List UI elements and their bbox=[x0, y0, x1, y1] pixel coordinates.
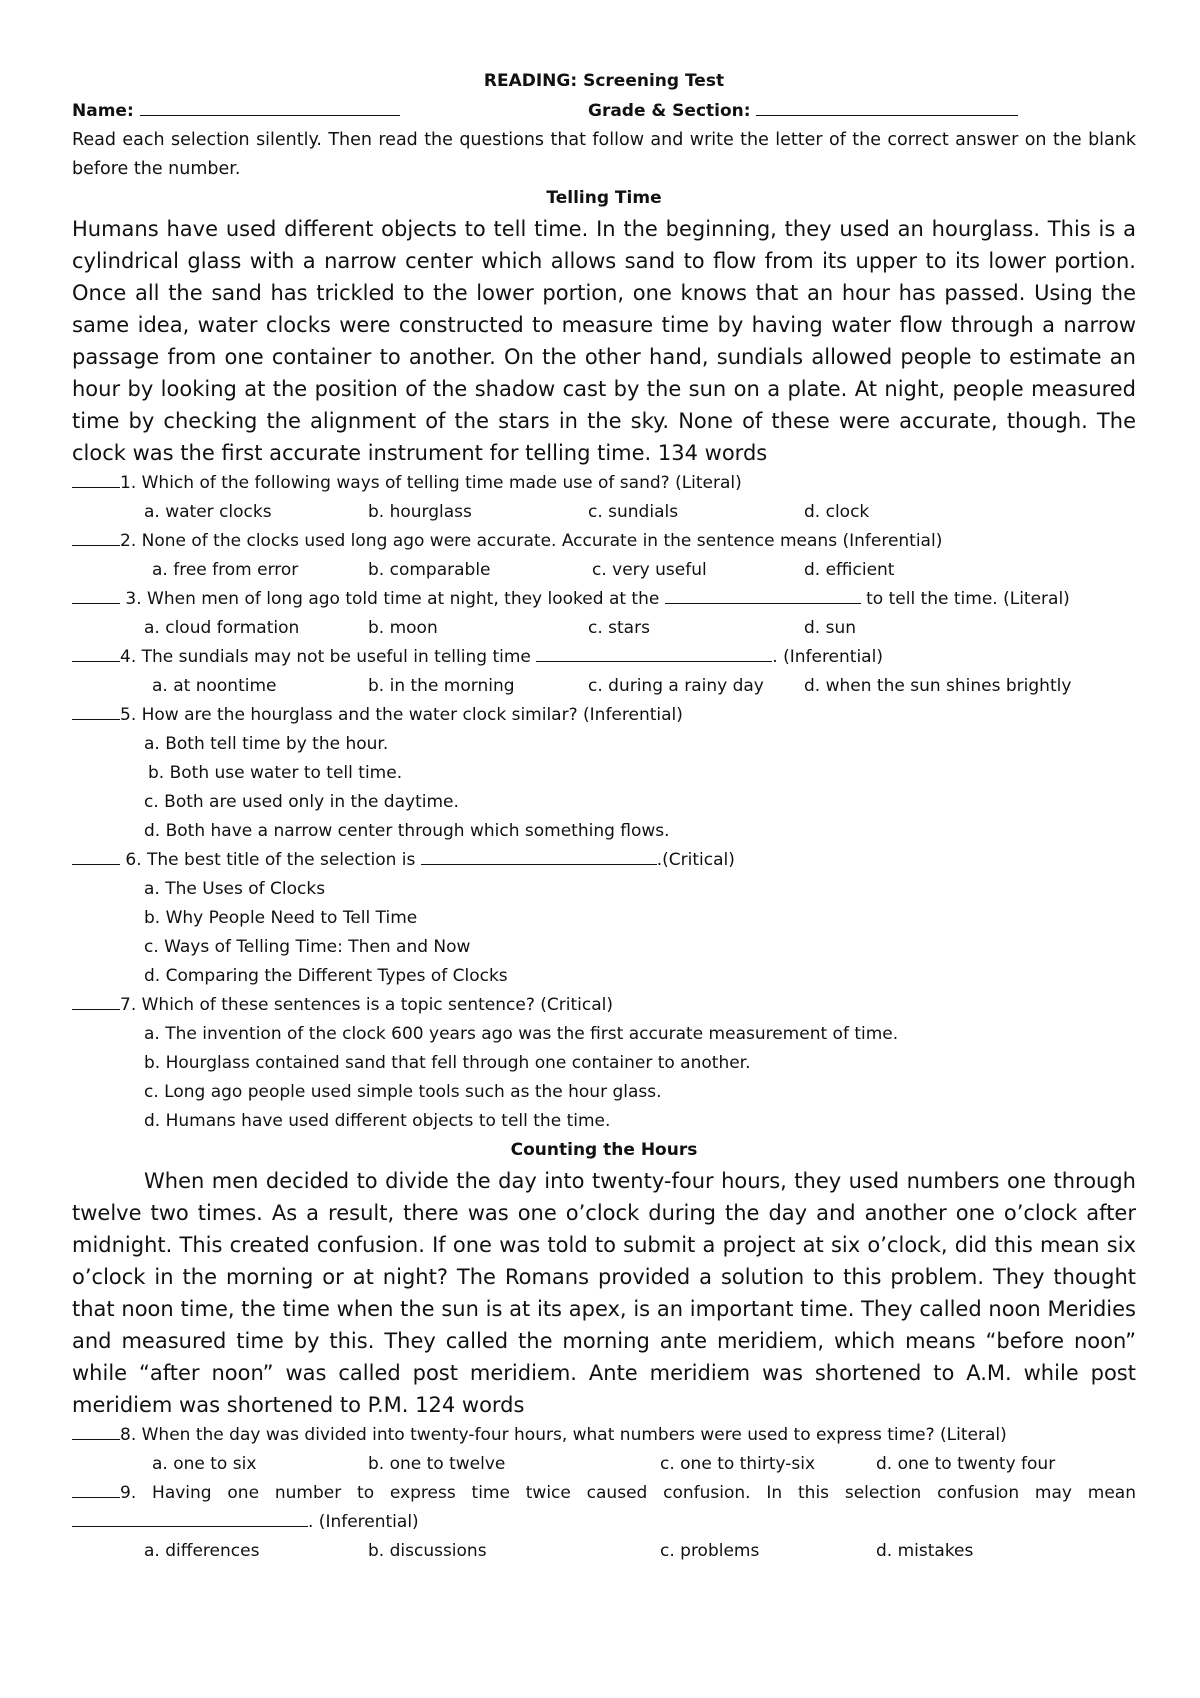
name-label: Name: bbox=[72, 101, 134, 121]
choice-c: c. Ways of Telling Time: Then and Now bbox=[144, 937, 471, 957]
question-6-text: 6. The best title of the selection is bbox=[120, 850, 421, 870]
choice-c: c. Long ago people used simple tools such as the hour glass. bbox=[144, 1082, 662, 1102]
choice-a: a. The invention of the clock 600 years ago was the first accurate measurement of time. bbox=[144, 1024, 899, 1044]
question-6-text-end: .(Critical) bbox=[656, 850, 735, 870]
selection-2-passage: When men decided to divide the day into twenty-four hours, they used numbers one through twelve two times. As a result, there was one o’clock during the day and another one o’clock after midnight. This created confusion. If one was told to submit a project at six o’clock, did this mean six o’clock in the morning or at night? The Romans provided a solution to this problem. They thought that noon time, the time when the sun is at its apex, is an important time. They called noon Meridies and measured time by this. They called the morning ante meridiem, which means “before noon” while “after noon” was called post meridiem. Ante meridiem was shortened to A.M. while post meridiem was shortened to P.M. 124 words bbox=[72, 1169, 1136, 1417]
choice-c: c. sundials bbox=[588, 502, 679, 522]
choice-c: c. stars bbox=[588, 618, 650, 638]
choice-b: b. discussions bbox=[368, 1541, 487, 1561]
question-3-choices bbox=[72, 614, 1136, 643]
fill-in-blank-9[interactable] bbox=[72, 1508, 308, 1527]
question-2-choices bbox=[72, 556, 1136, 585]
page-title: READING: Screening Test bbox=[483, 71, 725, 91]
choice-a: a. Both tell time by the hour. bbox=[144, 734, 389, 754]
question-8-choices bbox=[72, 1450, 1136, 1479]
choice-d: d. clock bbox=[804, 502, 870, 522]
answer-blank-7[interactable] bbox=[72, 991, 120, 1010]
worksheet-page bbox=[72, 66, 1136, 1566]
question-8 bbox=[72, 1421, 1136, 1450]
choice-d: d. Both have a narrow center through which something flows. bbox=[144, 821, 670, 841]
choice-a: a. free from error bbox=[152, 560, 299, 580]
question-3 bbox=[72, 585, 1136, 614]
choice-d: d. Comparing the Different Types of Clocks bbox=[144, 966, 508, 986]
selection-1-passage: Humans have used different objects to tell time. In the beginning, they used an hourglass. This is a cylindrical glass with a narrow center which allows sand to flow from its upper to its lower portion. Once all the sand has trickled to the lower portion, one knows that an hour has passed. Using the same idea, water clocks were constructed to measure time by having water flow through a narrow passage from one container to another. On the other hand, sundials allowed people to estimate an hour by looking at the position of the shadow cast by the sun on a plate. At night, people measured time by checking the alignment of the stars in the sky. None of these were accurate, though. The clock was the first accurate instrument for telling time. 134 words bbox=[72, 217, 1136, 465]
choice-c: c. Both are used only in the daytime. bbox=[144, 792, 459, 812]
grade-section-field[interactable] bbox=[588, 96, 1018, 125]
question-6 bbox=[72, 846, 1136, 875]
question-7-text: 7. Which of these sentences is a topic sentence? (Critical) bbox=[120, 995, 613, 1015]
selection-2-title: Counting the Hours bbox=[510, 1140, 698, 1160]
fill-in-blank-6[interactable] bbox=[421, 846, 657, 865]
instructions: Read each selection silently. Then read the questions that follow and write the letter of the correct answer on the blank before the number. bbox=[72, 130, 1136, 179]
choice-a: a. at noontime bbox=[152, 676, 277, 696]
student-info-row bbox=[72, 96, 1136, 124]
choice-b: b. Hourglass contained sand that fell through one container to another. bbox=[144, 1053, 751, 1073]
question-3-text: 3. When men of long ago told time at night, they looked at the bbox=[120, 589, 665, 609]
answer-blank-1[interactable] bbox=[72, 469, 120, 488]
answer-blank-5[interactable] bbox=[72, 701, 120, 720]
choice-b: b. hourglass bbox=[368, 502, 472, 522]
question-1-choices bbox=[72, 498, 1136, 527]
question-1-text: 1. Which of the following ways of telling time made use of sand? (Literal) bbox=[120, 473, 742, 493]
choice-b: b. comparable bbox=[368, 560, 491, 580]
choice-a: a. differences bbox=[144, 1541, 260, 1561]
choice-c: c. problems bbox=[660, 1541, 760, 1561]
choice-a: a. one to six bbox=[152, 1454, 257, 1474]
choice-a: a. The Uses of Clocks bbox=[144, 879, 326, 899]
choice-c: c. one to thirty-six bbox=[660, 1454, 816, 1474]
question-9 bbox=[72, 1479, 1136, 1508]
choice-c: c. very useful bbox=[592, 560, 707, 580]
answer-blank-8[interactable] bbox=[72, 1421, 120, 1440]
choice-d: d. sun bbox=[804, 618, 857, 638]
question-4-text-end: . (Inferential) bbox=[772, 647, 883, 667]
fill-in-blank-4[interactable] bbox=[536, 643, 772, 662]
choice-a: a. cloud formation bbox=[144, 618, 300, 638]
answer-blank-2[interactable] bbox=[72, 527, 120, 546]
answer-blank-9[interactable] bbox=[72, 1479, 120, 1498]
question-1 bbox=[72, 469, 1136, 498]
question-4-text: 4. The sundials may not be useful in telling time bbox=[120, 647, 537, 667]
question-4 bbox=[72, 643, 1136, 672]
choice-b: b. Both use water to tell time. bbox=[148, 763, 403, 783]
choice-a: a. water clocks bbox=[144, 502, 272, 522]
name-blank-line[interactable] bbox=[140, 96, 400, 116]
question-9-text-end: . (Inferential) bbox=[308, 1512, 419, 1532]
selection-1-title: Telling Time bbox=[546, 188, 662, 208]
choice-d: d. one to twenty four bbox=[876, 1454, 1056, 1474]
choice-d: d. mistakes bbox=[876, 1541, 974, 1561]
question-2 bbox=[72, 527, 1136, 556]
choice-b: b. one to twelve bbox=[368, 1454, 506, 1474]
answer-blank-4[interactable] bbox=[72, 643, 120, 662]
grade-section-label: Grade & Section: bbox=[588, 101, 751, 121]
question-3-text-end: to tell the time. (Literal) bbox=[860, 589, 1070, 609]
question-7 bbox=[72, 991, 1136, 1020]
answer-blank-6[interactable] bbox=[72, 846, 120, 865]
name-field[interactable] bbox=[72, 96, 400, 125]
question-8-text: 8. When the day was divided into twenty-four hours, what numbers were used to express time? (Literal) bbox=[120, 1425, 1007, 1445]
choice-d: d. when the sun shines brightly bbox=[804, 676, 1072, 696]
question-5 bbox=[72, 701, 1136, 730]
choice-b: b. moon bbox=[368, 618, 438, 638]
choice-d: d. efficient bbox=[804, 560, 895, 580]
choice-c: c. during a rainy day bbox=[588, 676, 764, 696]
question-5-text: 5. How are the hourglass and the water clock similar? (Inferential) bbox=[120, 705, 683, 725]
choice-b: b. Why People Need to Tell Time bbox=[144, 908, 418, 928]
question-9-continued bbox=[72, 1508, 1136, 1537]
question-9-choices bbox=[72, 1537, 1136, 1566]
fill-in-blank-3[interactable] bbox=[665, 585, 861, 604]
answer-blank-3[interactable] bbox=[72, 585, 120, 604]
question-4-choices bbox=[72, 672, 1136, 701]
question-2-text: 2. None of the clocks used long ago were accurate. Accurate in the sentence means (Inferential) bbox=[120, 531, 943, 551]
choice-d: d. Humans have used different objects to tell the time. bbox=[144, 1111, 611, 1131]
choice-b: b. in the morning bbox=[368, 676, 515, 696]
grade-section-blank-line[interactable] bbox=[756, 96, 1018, 116]
question-9-text: 9. Having one number to express time twice caused confusion. In this selection confusion may mean bbox=[120, 1483, 1136, 1503]
